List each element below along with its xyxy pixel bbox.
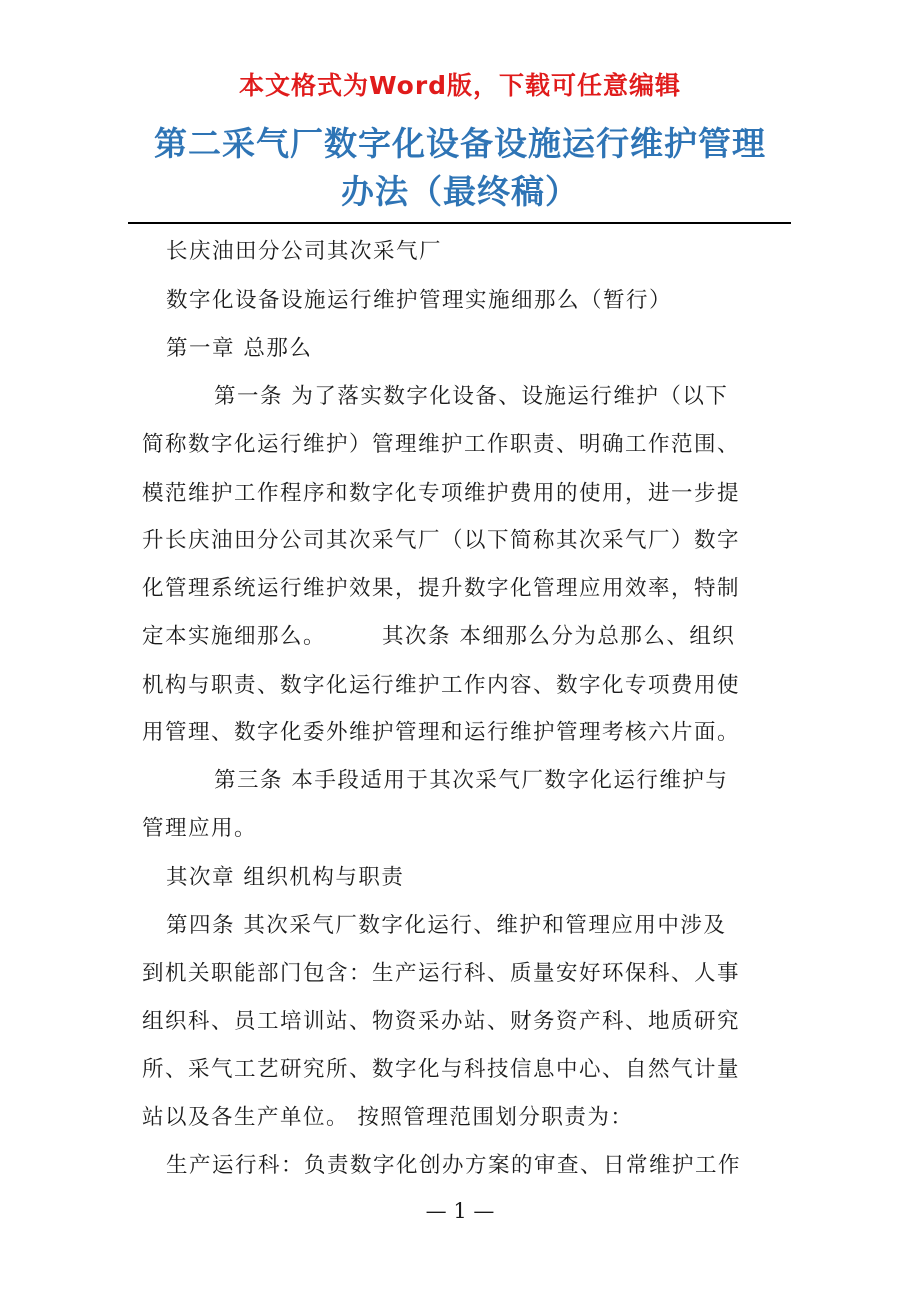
article-1-start: 第一条 为了落实数字化设备、设施运行维护（以下 (214, 384, 729, 409)
body-line: 数字化设备设施运行维护管理实施细那么（暂行） (166, 288, 673, 313)
article-3-start: 第三条 本手段适用于其次采气厂数字化运行维护与 (214, 768, 729, 793)
body-line: 用管理、数字化委外维护管理和运行维护管理考核六片面。 (142, 720, 741, 745)
body-line: 所、采气工艺研究所、数字化与科技信息中心、自然气计量 (142, 1057, 741, 1082)
article-2-start: 其次条 本细那么分为总那么、组织 (382, 624, 736, 649)
body-line: 生产运行科：负责数字化创办方案的审查、日常维护工作 (166, 1153, 742, 1178)
document-title-line-2: 办法（最终稿） (341, 172, 579, 211)
title-divider (128, 222, 791, 224)
body-line: 机构与职责、数字化运行维护工作内容、数字化专项费用使 (142, 673, 741, 698)
document-title-line-1: 第二采气厂数字化设备设施运行维护管理 (154, 124, 766, 163)
body-line: 到机关职能部门包含：生产运行科、质量安好环保科、人事 (142, 961, 741, 986)
chapter-1-heading: 第一章 总那么 (166, 336, 313, 361)
body-line: 管理应用。 (142, 816, 258, 841)
body-line: 模范维护工作程序和数字化专项维护费用的使用，进一步提 (142, 481, 741, 506)
chapter-2-heading: 其次章 组织机构与职责 (166, 865, 405, 890)
body-line: 简称数字化运行维护）管理维护工作职责、明确工作范围、 (142, 432, 741, 457)
article-4-start: 第四条 其次采气厂数字化运行、维护和管理应用中涉及 (166, 913, 727, 938)
body-line: 升长庆油田分公司其次采气厂（以下简称其次采气厂）数字 (142, 528, 741, 553)
body-line: 长庆油田分公司其次采气厂 (166, 239, 443, 264)
document-title (120, 120, 800, 216)
body-line: 站以及各生产单位。 按照管理范围划分职责为： (142, 1105, 634, 1130)
page-number: — 1 — (425, 1199, 495, 1223)
body-line: 组织科、员工培训站、物资采办站、财务资产科、地质研究 (142, 1009, 741, 1034)
article-1-end: 定本实施细那么。 (142, 624, 327, 649)
body-line: 化管理系统运行维护效果，提升数字化管理应用效率，特制 (142, 576, 741, 601)
body-line (142, 613, 792, 661)
word-format-banner: 本文格式为Word版，下载可任意编辑 (238, 71, 682, 100)
